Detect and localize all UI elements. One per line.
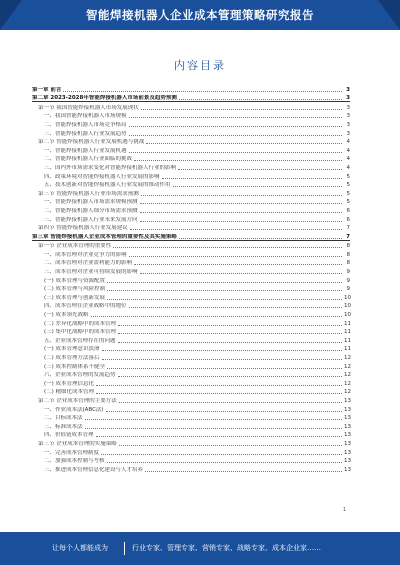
toc-entry[interactable] (32, 111, 350, 120)
toc-entry[interactable] (32, 404, 350, 413)
toc-entry-text: 第二节 企业成本管理的主要方法 (38, 397, 117, 404)
toc-entry[interactable] (32, 249, 350, 258)
toc-entry-page: 10 (344, 294, 351, 301)
toc-entry-page: 5 (346, 199, 350, 206)
toc-entry[interactable] (32, 344, 350, 353)
toc-leader-dots (107, 461, 342, 463)
toc-leader-dots (162, 177, 342, 179)
toc-entry-text: (三) 成本控制体系不健全 (44, 363, 106, 370)
toc-entry-text: (二) 精细化成本管理 (44, 389, 95, 396)
toc-entry-page: 12 (344, 355, 351, 361)
toc-entry[interactable] (32, 188, 350, 197)
toc-entry-page: 5 (346, 173, 350, 180)
toc-entry-text: 一、我国智能焊接机器人市场规模 (44, 113, 127, 120)
toc-leader-dots (141, 194, 342, 196)
toc-entry[interactable] (32, 128, 350, 137)
toc-leader-dots (129, 116, 342, 118)
toc-entry-text: 二、智能焊接机器人行业面临的挑战 (44, 156, 133, 163)
toc-entry[interactable] (32, 301, 350, 310)
toc-leader-dots (107, 367, 342, 369)
toc-leader-dots (129, 306, 342, 308)
toc-entry-page: 6 (346, 207, 350, 214)
toc-leader-dots (96, 392, 342, 394)
toc-entry-text: 第三节 智能焊接机器人行业市场需求预测 (38, 190, 139, 197)
footer-slogan: 让每个人都能成为 (52, 544, 108, 552)
toc-entry-page: 13 (344, 432, 351, 439)
toc-entry-page: 13 (344, 440, 351, 447)
toc-entry-text: 三、智能焊接机器人行业发展趋势 (44, 130, 127, 137)
toc-entry[interactable] (32, 284, 350, 293)
toc-entry-page: 12 (344, 389, 351, 396)
toc-leader-dots (106, 410, 342, 412)
toc-entry-page: 5 (346, 190, 350, 197)
toc-entry-page: 3 (346, 130, 350, 137)
toc-entry-page: 3 (346, 104, 350, 111)
toc-entry[interactable] (32, 370, 350, 379)
toc-leader-dots (140, 220, 342, 222)
toc-entry-text: 第三节 企业成本管理的实施策略 (38, 440, 117, 447)
toc-entry-text: (一) 成本管理与资源配置 (44, 277, 106, 284)
toc-entry[interactable] (32, 266, 350, 275)
toc-leader-dots (140, 202, 342, 204)
toc-entry-text: 第二章 2023-2028年智能焊接机器人市场前景及趋势预测 (32, 95, 177, 102)
toc-entry[interactable] (32, 327, 350, 336)
toc-entry[interactable] (32, 214, 350, 223)
toc-entry-text: 二、加强成本控制与考核 (44, 458, 105, 465)
toc-leader-dots (145, 470, 342, 472)
toc-leader-dots (134, 159, 342, 161)
toc-entry-text: 二、目标成本法 (44, 415, 83, 422)
toc-leader-dots (134, 263, 342, 265)
toc-leader-dots (107, 289, 342, 291)
toc-entry-page: 11 (344, 320, 351, 327)
toc-entry-text: 一、完善成本管理制度 (44, 449, 100, 456)
toc-entry[interactable] (32, 102, 350, 111)
toc-leader-dots (119, 401, 342, 403)
toc-leader-dots (107, 298, 342, 300)
toc-entry-text: 三、智能焊接机器人行业未来发展方向 (44, 216, 138, 223)
toc-entry[interactable] (32, 223, 350, 232)
toc-leader-dots (129, 255, 342, 257)
toc-entry-page: 3 (346, 86, 350, 93)
toc-entry-text: 第三章 智能焊接机器人企业成本管理的重要性及其实施策略 (32, 233, 177, 240)
toc-entry[interactable] (32, 456, 350, 465)
toc-entry[interactable] (32, 180, 350, 189)
toc-entry-page: 13 (344, 458, 351, 465)
toc-leader-dots (118, 324, 342, 326)
toc-entry-text: 三、成本管理对企业可持续发展的影响 (44, 269, 138, 276)
toc-entry-text: (一) 成本领先战略 (44, 312, 89, 319)
toc-leader-dots (101, 453, 342, 455)
toc-entry-text: 一、成本管理对企业竞争力的影响 (44, 251, 127, 258)
toc-entry-page: 13 (344, 397, 351, 404)
toc-entry[interactable] (32, 352, 350, 361)
toc-entry-page: 4 (346, 147, 350, 154)
toc-leader-dots (129, 134, 342, 136)
report-header-bar (0, 0, 400, 30)
toc-entry-text: (一) 成本管理信息化 (44, 380, 95, 387)
toc-entry-text: 五、技术创新对智能焊接机器人行业发展的推动作用 (44, 182, 171, 189)
toc-entry[interactable] (32, 145, 350, 154)
toc-leader-dots (102, 358, 342, 360)
toc-entry[interactable] (32, 335, 350, 344)
toc-leader-dots (179, 237, 342, 239)
toc-leader-dots (118, 341, 342, 343)
toc-leader-dots (118, 332, 342, 334)
toc-entry-page: 3 (346, 95, 350, 102)
toc-entry-text: (二) 成本管理方法落后 (44, 355, 100, 361)
toc-entry[interactable] (32, 197, 350, 206)
toc-leader-dots (119, 444, 342, 446)
toc-entry-page: 10 (344, 312, 351, 319)
toc-entry[interactable] (32, 241, 350, 250)
toc-entry-text: (二) 差异化战略中的成本管理 (44, 320, 117, 327)
toc-leader-dots (63, 90, 342, 92)
toc-entry[interactable] (32, 413, 350, 422)
toc-entry-page: 10 (344, 303, 351, 310)
toc-entry-text: 一、智能焊接机器人行业发展机遇 (44, 147, 127, 154)
toc-leader-dots (113, 246, 342, 248)
toc-entry-page: 8 (346, 260, 350, 267)
toc-entry-text: 四、价值链成本管理 (44, 432, 94, 439)
toc-entry-text: (三) 集中化战略中的成本管理 (44, 329, 117, 336)
toc-entry-page: 5 (346, 182, 350, 189)
toc-entry-text: 第一节 我国智能焊接机器人市场发展现状 (38, 104, 139, 111)
toc-entry[interactable] (32, 93, 350, 103)
toc-entry[interactable] (32, 119, 350, 128)
footer-bar (0, 532, 400, 565)
toc-title: 内容目录 (174, 59, 226, 72)
toc-entry-text: 二、智能焊接机器人细分市场需求预测 (44, 207, 138, 214)
toc-entry-page: 9 (346, 269, 350, 276)
toc-entry-text: 三、推进成本管理信息化建设与人才培养 (44, 466, 144, 473)
toc-entry-page: 11 (344, 329, 351, 336)
toc-leader-dots (141, 108, 342, 110)
toc-entry-page: 4 (346, 156, 350, 163)
toc-leader-dots (96, 384, 342, 386)
toc-entry-page: 6 (346, 216, 350, 223)
toc-leader-dots (173, 185, 342, 187)
toc-entry-text: 三、国内外市场需求变化对智能焊接机器人行业的影响 (44, 164, 177, 171)
toc-entry-page: 12 (344, 380, 351, 387)
toc-entry[interactable] (32, 309, 350, 318)
toc-entry-text: (三) 成本管理与创新发展 (44, 294, 106, 301)
toc-entry-page: 12 (344, 372, 351, 379)
toc-entry-page: 12 (344, 363, 351, 370)
toc-entry[interactable] (32, 231, 350, 241)
toc-entry-page: 3 (346, 121, 350, 128)
toc-entry-page: 4 (346, 139, 350, 146)
toc-entry-text: 一、智能焊接机器人市场需求规模预测 (44, 199, 138, 206)
toc-entry[interactable] (32, 395, 350, 404)
toc-entry[interactable] (32, 154, 350, 163)
toc-entry-page: 4 (346, 164, 350, 171)
toc-leader-dots (178, 168, 342, 170)
toc-entry-page: 3 (346, 113, 350, 120)
toc-entry-text: 四、成本管理在企业战略中的地位 (44, 303, 127, 310)
toc-entry-text: 第一节 企业成本管理的重要性 (38, 243, 112, 250)
toc-leader-dots (85, 418, 342, 420)
toc-entry[interactable] (32, 137, 350, 146)
toc-leader-dots (140, 211, 342, 213)
toc-leader-dots (107, 281, 342, 283)
toc-leader-dots (146, 142, 342, 144)
toc-entry[interactable] (32, 361, 350, 370)
toc-entry[interactable] (32, 430, 350, 439)
toc-entry-text: (二) 成本管理与风险控制 (44, 286, 106, 293)
toc-leader-dots (129, 125, 342, 127)
toc-leader-dots (91, 315, 342, 317)
toc-entry[interactable] (32, 421, 350, 430)
toc-leader-dots (129, 151, 342, 153)
toc-leader-dots (118, 375, 342, 377)
toc-entry-page: 11 (344, 337, 351, 344)
toc-leader-dots (140, 272, 342, 274)
toc-entry-page: 7 (346, 233, 350, 240)
toc-entry-text: 第二节 智能焊接机器人行业发展机遇与挑战 (38, 139, 145, 146)
toc-entry-text: 二、智能焊接机器人市场竞争格局 (44, 121, 127, 128)
footer-divider (124, 542, 125, 555)
toc-entry[interactable] (32, 292, 350, 301)
toc-entry-page: 9 (346, 277, 350, 284)
toc-entry-text: 四、政策环境对智能焊接机器人行业发展的影响 (44, 173, 160, 180)
toc-entry-page: 8 (346, 251, 350, 258)
toc-entry[interactable] (32, 378, 350, 387)
toc-leader-dots (179, 98, 342, 100)
footer-tagline: 行业专家、管理专家、营销专家、战略专家、成本企业家…… (132, 544, 321, 552)
page-number: 1 (342, 507, 346, 513)
toc-entry-text: 第四节 智能焊接机器人行业发展建议 (38, 225, 128, 232)
toc-entry[interactable] (32, 447, 350, 456)
toc-entry-text: 五、企业成本管理存在的问题 (44, 337, 116, 344)
toc-entry-page: 13 (344, 466, 351, 473)
toc-entry-text: 第一章 前言 (32, 86, 62, 93)
toc-entry-text: (一) 成本管理意识淡薄 (44, 346, 100, 353)
toc-leader-dots (130, 228, 342, 230)
toc-entry[interactable] (32, 464, 350, 473)
toc-leader-dots (85, 427, 342, 429)
toc-entry[interactable] (32, 205, 350, 214)
toc-entry-text: 一、作业成本法(ABC法) (44, 406, 104, 413)
toc-entry-page: 13 (344, 449, 351, 456)
table-of-contents (32, 84, 350, 473)
toc-entry-text: 二、成本管理对企业盈利能力的影响 (44, 260, 133, 267)
toc-entry-page: 13 (344, 415, 351, 422)
toc-entry-text: 三、标准成本法 (44, 423, 83, 430)
toc-entry[interactable] (32, 171, 350, 180)
toc-entry-page: 8 (346, 243, 350, 250)
toc-entry-page: 9 (346, 286, 350, 293)
toc-entry-page: 13 (344, 406, 351, 413)
toc-entry[interactable] (32, 387, 350, 396)
toc-entry[interactable] (32, 318, 350, 327)
toc-entry[interactable] (32, 438, 350, 447)
toc-entry[interactable] (32, 84, 350, 93)
toc-entry[interactable] (32, 162, 350, 171)
toc-entry-page: 13 (344, 423, 351, 430)
toc-entry[interactable] (32, 258, 350, 267)
toc-entry-text: 六、企业成本管理的发展趋势 (44, 372, 116, 379)
toc-entry-page: 7 (346, 225, 350, 232)
toc-entry-page: 11 (344, 346, 351, 353)
toc-leader-dots (96, 435, 342, 437)
report-title: 智能焊接机器人企业成本管理策略研究报告 (86, 8, 314, 22)
toc-entry[interactable] (32, 275, 350, 284)
toc-leader-dots (102, 349, 342, 351)
